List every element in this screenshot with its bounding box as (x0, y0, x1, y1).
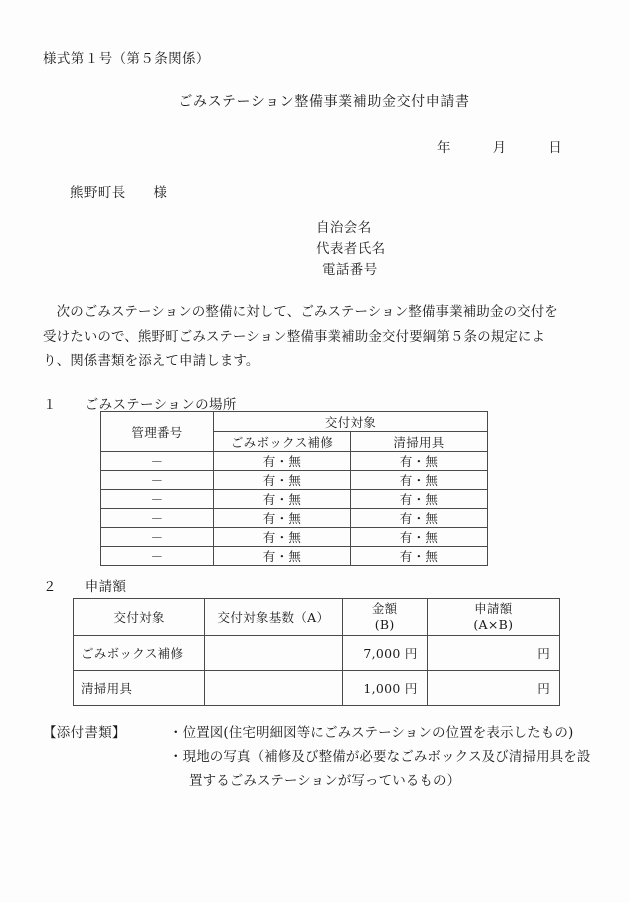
header-target-count: 交付対象基数（A） (205, 599, 342, 636)
cell-cleaning-tools[interactable]: 有・無 (351, 528, 488, 547)
table-row[interactable] (101, 528, 488, 547)
application-body-text (43, 300, 591, 374)
document-title: ごみステーション整備事業補助金交付申請書 (178, 94, 470, 110)
header-unit-amount-top: 金額 (371, 601, 398, 616)
table-row[interactable] (101, 490, 488, 509)
applicant-info-block (316, 218, 386, 281)
cell-unit-amount: 1,000 円 (342, 671, 427, 706)
table-header-row (74, 599, 560, 636)
table-row[interactable] (101, 471, 488, 490)
cell-manage-number[interactable]: － (101, 509, 214, 528)
date-line: 年 月 日 (437, 140, 563, 156)
header-subsidy-target: 交付対象 (214, 412, 488, 432)
attachments-section (43, 721, 603, 793)
cell-manage-number[interactable]: － (101, 547, 214, 566)
cell-cleaning-tools[interactable]: 有・無 (351, 452, 488, 471)
cell-target: 清掃用具 (74, 671, 205, 706)
addressee-line: 熊野町長 様 (70, 185, 168, 201)
cell-box-repair[interactable]: 有・無 (214, 490, 351, 509)
body-line-1: 次のごみステーションの整備に対して、ごみステーション整備事業補助金の交付を (43, 304, 558, 320)
locations-table (100, 411, 488, 566)
cell-count[interactable] (205, 636, 342, 671)
attachment-item-2-continued: 置するごみステーションが写っているもの） (189, 773, 461, 789)
table-row[interactable] (101, 452, 488, 471)
amounts-table-header (74, 599, 560, 636)
attachments-list (169, 721, 603, 793)
header-claim-amount (427, 599, 559, 636)
header-cleaning-tools: 清掃用具 (351, 432, 488, 452)
table-row[interactable] (101, 509, 488, 528)
attachment-item-2: ・現地の写真（補修及び整備が必要なごみボックス及び清掃用具を設 (169, 749, 591, 765)
association-name-label: 自治会名 (316, 220, 372, 236)
body-line-2: 受けたいので、熊野町ごみステーション整備事業補助金交付要綱第５条の規定によ (43, 328, 546, 345)
cell-manage-number[interactable]: － (101, 490, 214, 509)
header-claim-amount-bottom: (A×B) (473, 617, 514, 632)
table-row[interactable] (101, 547, 488, 566)
amounts-table-body (74, 636, 560, 706)
header-claim-amount-top: 申請額 (474, 601, 513, 616)
body-line-3: り、関係書類を添えて申請します。 (43, 353, 260, 369)
cell-target: ごみボックス補修 (74, 636, 205, 671)
phone-number-label: 電話番号 (322, 262, 378, 278)
cell-cleaning-tools[interactable]: 有・無 (351, 509, 488, 528)
cell-unit-amount: 7,000 円 (342, 636, 427, 671)
locations-table-body (101, 452, 488, 566)
cell-box-repair[interactable]: 有・無 (214, 528, 351, 547)
table-row[interactable] (74, 636, 560, 671)
cell-cleaning-tools[interactable]: 有・無 (351, 547, 488, 566)
locations-table-header (101, 412, 488, 452)
section-1-heading: １ ごみステーションの場所 (43, 397, 237, 413)
cell-cleaning-tools[interactable]: 有・無 (351, 471, 488, 490)
cell-box-repair[interactable]: 有・無 (214, 547, 351, 566)
cell-box-repair[interactable]: 有・無 (214, 452, 351, 471)
cell-manage-number[interactable]: － (101, 471, 214, 490)
section-2-heading: ２ 申請額 (43, 579, 127, 595)
cell-claim-amount[interactable]: 円 (427, 636, 559, 671)
representative-name-label: 代表者氏名 (316, 241, 386, 257)
form-number: 様式第１号（第５条関係） (43, 51, 210, 67)
header-target: 交付対象 (74, 599, 205, 636)
cell-claim-amount[interactable]: 円 (427, 671, 559, 706)
header-unit-amount (342, 599, 427, 636)
header-manage-number: 管理番号 (101, 412, 214, 452)
table-header-row (101, 412, 488, 432)
header-unit-amount-bottom: (B) (374, 617, 395, 632)
cell-manage-number[interactable]: － (101, 528, 214, 547)
amounts-table (73, 598, 560, 706)
table-row[interactable] (74, 671, 560, 706)
cell-count[interactable] (205, 671, 342, 706)
cell-cleaning-tools[interactable]: 有・無 (351, 490, 488, 509)
attachments-label: 【添付書類】 (43, 725, 126, 741)
cell-box-repair[interactable]: 有・無 (214, 471, 351, 490)
cell-box-repair[interactable]: 有・無 (214, 509, 351, 528)
cell-manage-number[interactable]: － (101, 452, 214, 471)
attachment-item-1: ・位置図(住宅明細図等にごみステーションの位置を表示したもの) (169, 725, 574, 741)
header-box-repair: ごみボックス補修 (214, 432, 351, 452)
